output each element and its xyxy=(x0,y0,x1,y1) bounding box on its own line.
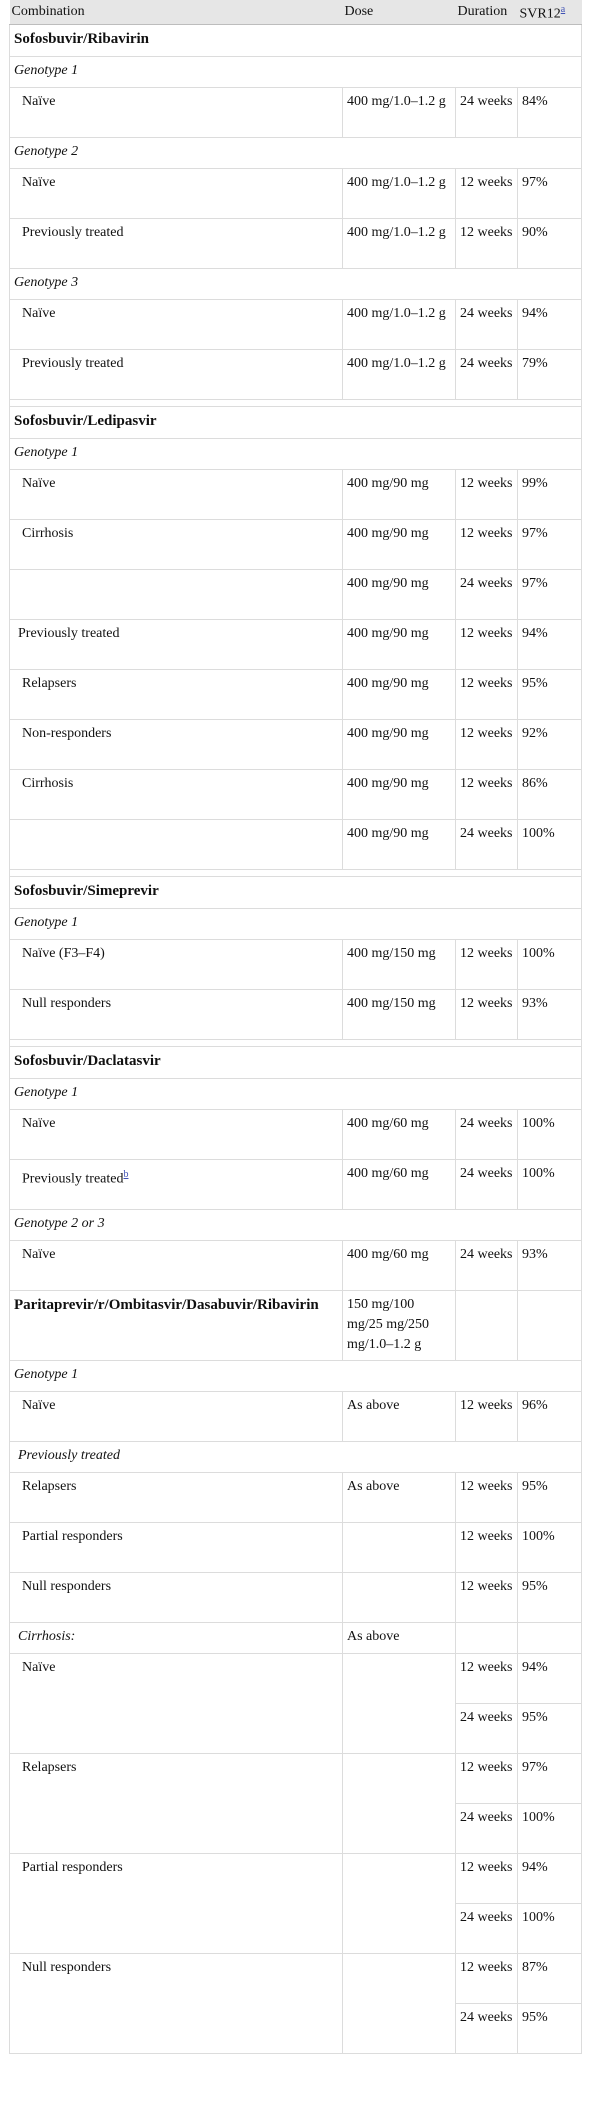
regimen-table xyxy=(9,0,582,2054)
subgroup-row xyxy=(10,137,582,168)
row-label: Previously treated xyxy=(10,349,343,399)
row-duration: 12 weeks xyxy=(456,939,518,989)
row-duration: 24 weeks xyxy=(456,299,518,349)
row-svr: 95% xyxy=(518,1472,582,1522)
table-header-row xyxy=(10,0,582,24)
row-duration: 12 weeks xyxy=(456,1572,518,1622)
spacer-row xyxy=(10,869,582,876)
row-duration: 12 weeks xyxy=(456,619,518,669)
row-dose: 400 mg/60 mg xyxy=(343,1109,456,1159)
table-row xyxy=(10,989,582,1039)
row-label: Cirrhosis xyxy=(10,519,343,569)
subgroup-row xyxy=(10,56,582,87)
subgroup-row xyxy=(10,1441,582,1472)
row-duration: 12 weeks xyxy=(456,1522,518,1572)
genotype-label: Genotype 2 xyxy=(10,137,582,168)
row-label: Naïve xyxy=(10,1653,343,1753)
row-label: Partial responders xyxy=(10,1853,343,1953)
section-row xyxy=(10,1290,582,1360)
subgroup-row xyxy=(10,268,582,299)
row-label: Null responders xyxy=(10,989,343,1039)
row-svr: 100% xyxy=(518,1903,582,1953)
row-label: Naïve xyxy=(10,1391,343,1441)
row-svr: 95% xyxy=(518,2003,582,2053)
row-svr: 95% xyxy=(518,669,582,719)
row-svr: 97% xyxy=(518,569,582,619)
row-svr: 94% xyxy=(518,1853,582,1903)
genotype-label: Genotype 3 xyxy=(10,268,582,299)
row-dose: 400 mg/1.0–1.2 g xyxy=(343,349,456,399)
row-svr: 84% xyxy=(518,87,582,137)
table-row xyxy=(10,1391,582,1441)
subgroup-label: Previously treated xyxy=(10,1441,582,1472)
row-label: Naïve xyxy=(10,87,343,137)
table-row xyxy=(10,1240,582,1290)
row-dose: 400 mg/90 mg xyxy=(343,619,456,669)
row-label: Naïve xyxy=(10,1109,343,1159)
row-dose xyxy=(343,1522,456,1572)
row-duration: 12 weeks xyxy=(456,769,518,819)
row-svr: 94% xyxy=(518,619,582,669)
row-label: Non-responders xyxy=(10,719,343,769)
row-duration: 24 weeks xyxy=(456,1159,518,1209)
row-label: Previously treated xyxy=(10,619,343,669)
row-duration: 24 weeks xyxy=(456,819,518,869)
row-duration: 12 weeks xyxy=(456,469,518,519)
row-duration: 12 weeks xyxy=(456,989,518,1039)
table-row xyxy=(10,168,582,218)
row-dose: As above xyxy=(343,1391,456,1441)
row-svr: 100% xyxy=(518,1159,582,1209)
row-duration: 12 weeks xyxy=(456,519,518,569)
table-row xyxy=(10,1109,582,1159)
row-duration: 12 weeks xyxy=(456,1753,518,1803)
table-row xyxy=(10,569,582,619)
row-svr: 79% xyxy=(518,349,582,399)
row-svr: 93% xyxy=(518,1240,582,1290)
table-row xyxy=(10,1753,582,1803)
section-row xyxy=(10,406,582,438)
row-svr: 100% xyxy=(518,1803,582,1853)
row-duration: 12 weeks xyxy=(456,669,518,719)
table-row xyxy=(10,669,582,719)
row-svr: 97% xyxy=(518,1753,582,1803)
row-svr: 99% xyxy=(518,469,582,519)
genotype-label: Genotype 1 xyxy=(10,1078,582,1109)
section-row xyxy=(10,876,582,908)
header-duration: Duration xyxy=(456,0,518,24)
row-duration: 24 weeks xyxy=(456,349,518,399)
row-svr: 97% xyxy=(518,519,582,569)
row-label: Previously treated xyxy=(10,218,343,268)
row-duration: 24 weeks xyxy=(456,1109,518,1159)
table-row xyxy=(10,1853,582,1903)
row-svr: 90% xyxy=(518,218,582,268)
table-row xyxy=(10,1472,582,1522)
row-duration: 12 weeks xyxy=(456,719,518,769)
row-dose: 400 mg/1.0–1.2 g xyxy=(343,87,456,137)
table-row xyxy=(10,1572,582,1622)
row-duration: 12 weeks xyxy=(456,1653,518,1703)
table-row xyxy=(10,769,582,819)
row-dose: 400 mg/150 mg xyxy=(343,939,456,989)
row-svr: 93% xyxy=(518,989,582,1039)
header-dose: Dose xyxy=(343,0,456,24)
genotype-label: Genotype 1 xyxy=(10,438,582,469)
row-dose: 400 mg/150 mg xyxy=(343,989,456,1039)
row-label: Null responders xyxy=(10,1572,343,1622)
row-duration: 24 weeks xyxy=(456,1240,518,1290)
subgroup-row xyxy=(10,438,582,469)
row-dose: As above xyxy=(343,1622,456,1653)
table-row xyxy=(10,619,582,669)
table-row xyxy=(10,1953,582,2003)
row-label: Naïve xyxy=(10,1240,343,1290)
table-row xyxy=(10,519,582,569)
row-duration: 24 weeks xyxy=(456,1803,518,1853)
row-dose xyxy=(343,1572,456,1622)
subgroup-row xyxy=(10,1622,582,1653)
row-label: Naïve xyxy=(10,469,343,519)
row-dose: 400 mg/60 mg xyxy=(343,1159,456,1209)
footnote-a-link[interactable]: a xyxy=(560,4,566,15)
row-svr: 100% xyxy=(518,939,582,989)
table-row xyxy=(10,299,582,349)
row-svr: 96% xyxy=(518,1391,582,1441)
row-duration: 12 weeks xyxy=(456,1953,518,2003)
row-dose: 400 mg/90 mg xyxy=(343,569,456,619)
row-label: Null responders xyxy=(10,1953,343,2053)
table-row xyxy=(10,1653,582,1703)
section-title: Sofosbuvir/Ledipasvir xyxy=(10,406,582,438)
row-duration: 12 weeks xyxy=(456,1472,518,1522)
row-dose: 400 mg/90 mg xyxy=(343,819,456,869)
row-duration: 12 weeks xyxy=(456,168,518,218)
header-combination: Combination xyxy=(10,0,343,24)
row-svr: 87% xyxy=(518,1953,582,2003)
row-svr: 92% xyxy=(518,719,582,769)
row-svr: 94% xyxy=(518,299,582,349)
row-duration: 12 weeks xyxy=(456,1853,518,1903)
row-label: Naïve xyxy=(10,168,343,218)
row-dose: 400 mg/60 mg xyxy=(343,1240,456,1290)
row-duration: 12 weeks xyxy=(456,1391,518,1441)
section-title: Sofosbuvir/Simeprevir xyxy=(10,876,582,908)
row-label xyxy=(10,819,343,869)
row-dose: 400 mg/90 mg xyxy=(343,669,456,719)
row-label: Relapsers xyxy=(10,1472,343,1522)
table-row xyxy=(10,719,582,769)
row-dose: As above xyxy=(343,1472,456,1522)
row-label: Previously treated$^b$ xyxy=(10,1159,343,1209)
row-dose: 400 mg/90 mg xyxy=(343,469,456,519)
row-label: Cirrhosis xyxy=(10,769,343,819)
spacer-row xyxy=(10,1039,582,1046)
row-label: Relapsers xyxy=(10,1753,343,1853)
table-row xyxy=(10,87,582,137)
section-row xyxy=(10,24,582,56)
row-duration: 24 weeks xyxy=(456,569,518,619)
section-title: Sofosbuvir/Daclatasvir xyxy=(10,1046,582,1078)
footnote-b-link[interactable]: b xyxy=(123,1168,129,1180)
table-row xyxy=(10,819,582,869)
row-svr: 95% xyxy=(518,1572,582,1622)
table-row xyxy=(10,469,582,519)
row-svr: 95% xyxy=(518,1703,582,1753)
genotype-label: Genotype 1 xyxy=(10,908,582,939)
subgroup-label: Cirrhosis: xyxy=(10,1622,343,1653)
row-svr: 100% xyxy=(518,819,582,869)
section-title: Paritaprevir/r/Ombitasvir/Dasabuvir/Ribavirin xyxy=(10,1290,343,1360)
row-dose: 400 mg/90 mg xyxy=(343,719,456,769)
row-dose: 400 mg/90 mg xyxy=(343,769,456,819)
row-dose: 400 mg/1.0–1.2 g xyxy=(343,218,456,268)
row-dose: 400 mg/1.0–1.2 g xyxy=(343,168,456,218)
section-title: Sofosbuvir/Ribavirin xyxy=(10,24,582,56)
genotype-label: Genotype 2 or 3 xyxy=(10,1209,582,1240)
spacer-row xyxy=(10,399,582,406)
row-label: Partial responders xyxy=(10,1522,343,1572)
section-row xyxy=(10,1046,582,1078)
row-svr: 100% xyxy=(518,1109,582,1159)
row-label: Naïve (F3–F4) xyxy=(10,939,343,989)
row-label: Naïve xyxy=(10,299,343,349)
table-row xyxy=(10,218,582,268)
row-svr: 94% xyxy=(518,1653,582,1703)
row-svr: 86% xyxy=(518,769,582,819)
row-duration: 24 weeks xyxy=(456,87,518,137)
row-duration: 24 weeks xyxy=(456,2003,518,2053)
row-svr: 100% xyxy=(518,1522,582,1572)
genotype-label: Genotype 1 xyxy=(10,1360,582,1391)
row-dose: 400 mg/1.0–1.2 g xyxy=(343,299,456,349)
row-duration: 12 weeks xyxy=(456,218,518,268)
row-label: Relapsers xyxy=(10,669,343,719)
table-row xyxy=(10,1522,582,1572)
row-dose: 400 mg/90 mg xyxy=(343,519,456,569)
table-row xyxy=(10,1159,582,1209)
subgroup-row xyxy=(10,1360,582,1391)
genotype-label: Genotype 1 xyxy=(10,56,582,87)
subgroup-row xyxy=(10,1078,582,1109)
header-svr: SVR12$^a$ xyxy=(518,0,582,24)
subgroup-row xyxy=(10,1209,582,1240)
table-row xyxy=(10,349,582,399)
row-duration: 24 weeks xyxy=(456,1703,518,1753)
row-label xyxy=(10,569,343,619)
subgroup-row xyxy=(10,908,582,939)
row-svr: 97% xyxy=(518,168,582,218)
row-duration: 24 weeks xyxy=(456,1903,518,1953)
section-dose: 150 mg/100 mg/25 mg/250 mg/1.0–1.2 g xyxy=(343,1290,456,1360)
table-row xyxy=(10,939,582,989)
